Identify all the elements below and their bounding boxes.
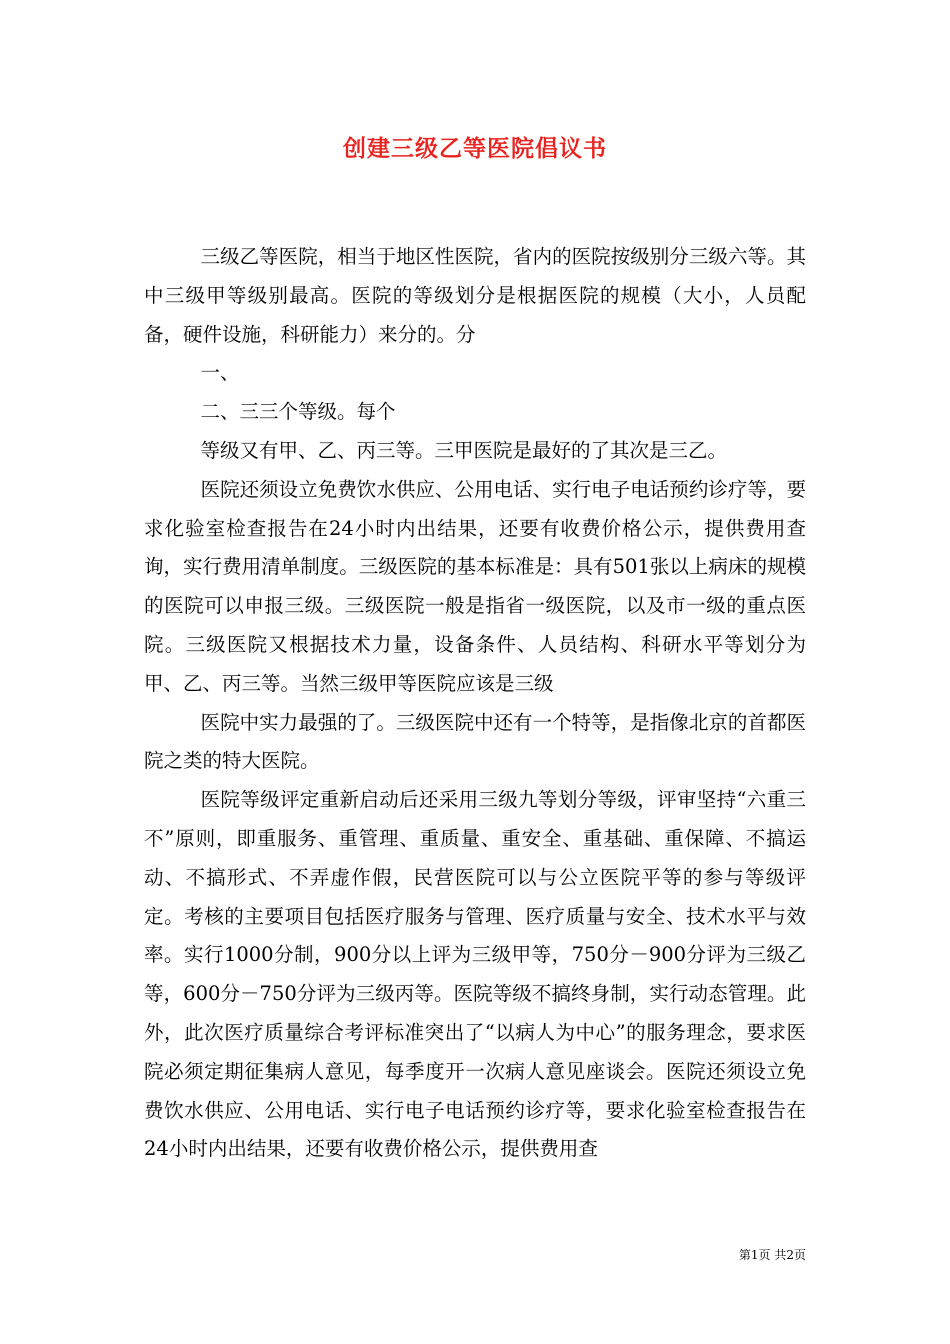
paragraph-intro: 三级乙等医院，相当于地区性医院，省内的医院按级别分三级六等。其中三级甲等级别最高。医院的等级划分是根据医院的规模（大小，人员配备，硬件设施，科研能力）来分的。分 xyxy=(144,245,806,346)
document-title: 创建三级乙等医院倡议书 xyxy=(343,135,607,162)
paragraph-special-grade: 医院中实力最强的了。三级医院中还有一个特等，是指像北京的首都医院之类的特大医院。 xyxy=(144,710,806,773)
page-number: 第1页 共2页 xyxy=(738,1248,806,1262)
document-body xyxy=(144,238,806,1169)
paragraph-list-one: 一、 xyxy=(200,361,240,385)
paragraph-grades: 等级又有甲、乙、丙三等。三甲医院是最好的了其次是三乙。 xyxy=(200,438,728,462)
paragraph-evaluation: 医院等级评定重新启动后还采用三级九等划分等级，评审坚持“六重三不”原则，即重服务、重管理、重质量、重安全、重基础、重保障、不搞运动、不搞形式、不弄虚作假，民营医院可以与公立医院平等的参与等级评定。考核的主要项目包括医疗服务与管理、医疗质量与安全、技术水平与效率。实行1000分制，900分以上评为三级甲等，750分－900分评为三级乙等，600分－750分评为三级丙等。医院等级不搞终身制，实行动态管理。此外，此次医疗质量综合考评标准突出了“以病人为中心”的服务理念，要求医院必须定期征集病人意见，每季度开一次病人意见座谈会。医院还须设立免费饮水供应、公用电话、实行电子电话预约诊疗等，要求化验室检查报告在24小时内出结果，还要有收费价格公示，提供费用查 xyxy=(144,788,806,1161)
paragraph-standards: 医院还须设立免费饮水供应、公用电话、实行电子电话预约诊疗等，要求化验室检查报告在24小时内出结果，还要有收费价格公示，提供费用查询，实行费用清单制度。三级医院的基本标准是：具有501张以上病床的规模的医院可以申报三级。三级医院一般是指省一级医院，以及市一级的重点医院。三级医院又根据技术力量，设备条件、人员结构、科研水平等划分为甲、乙、丙三等。当然三级甲等医院应该是三级 xyxy=(144,477,806,695)
paragraph-list-two: 二、三三个等级。每个 xyxy=(200,400,396,424)
